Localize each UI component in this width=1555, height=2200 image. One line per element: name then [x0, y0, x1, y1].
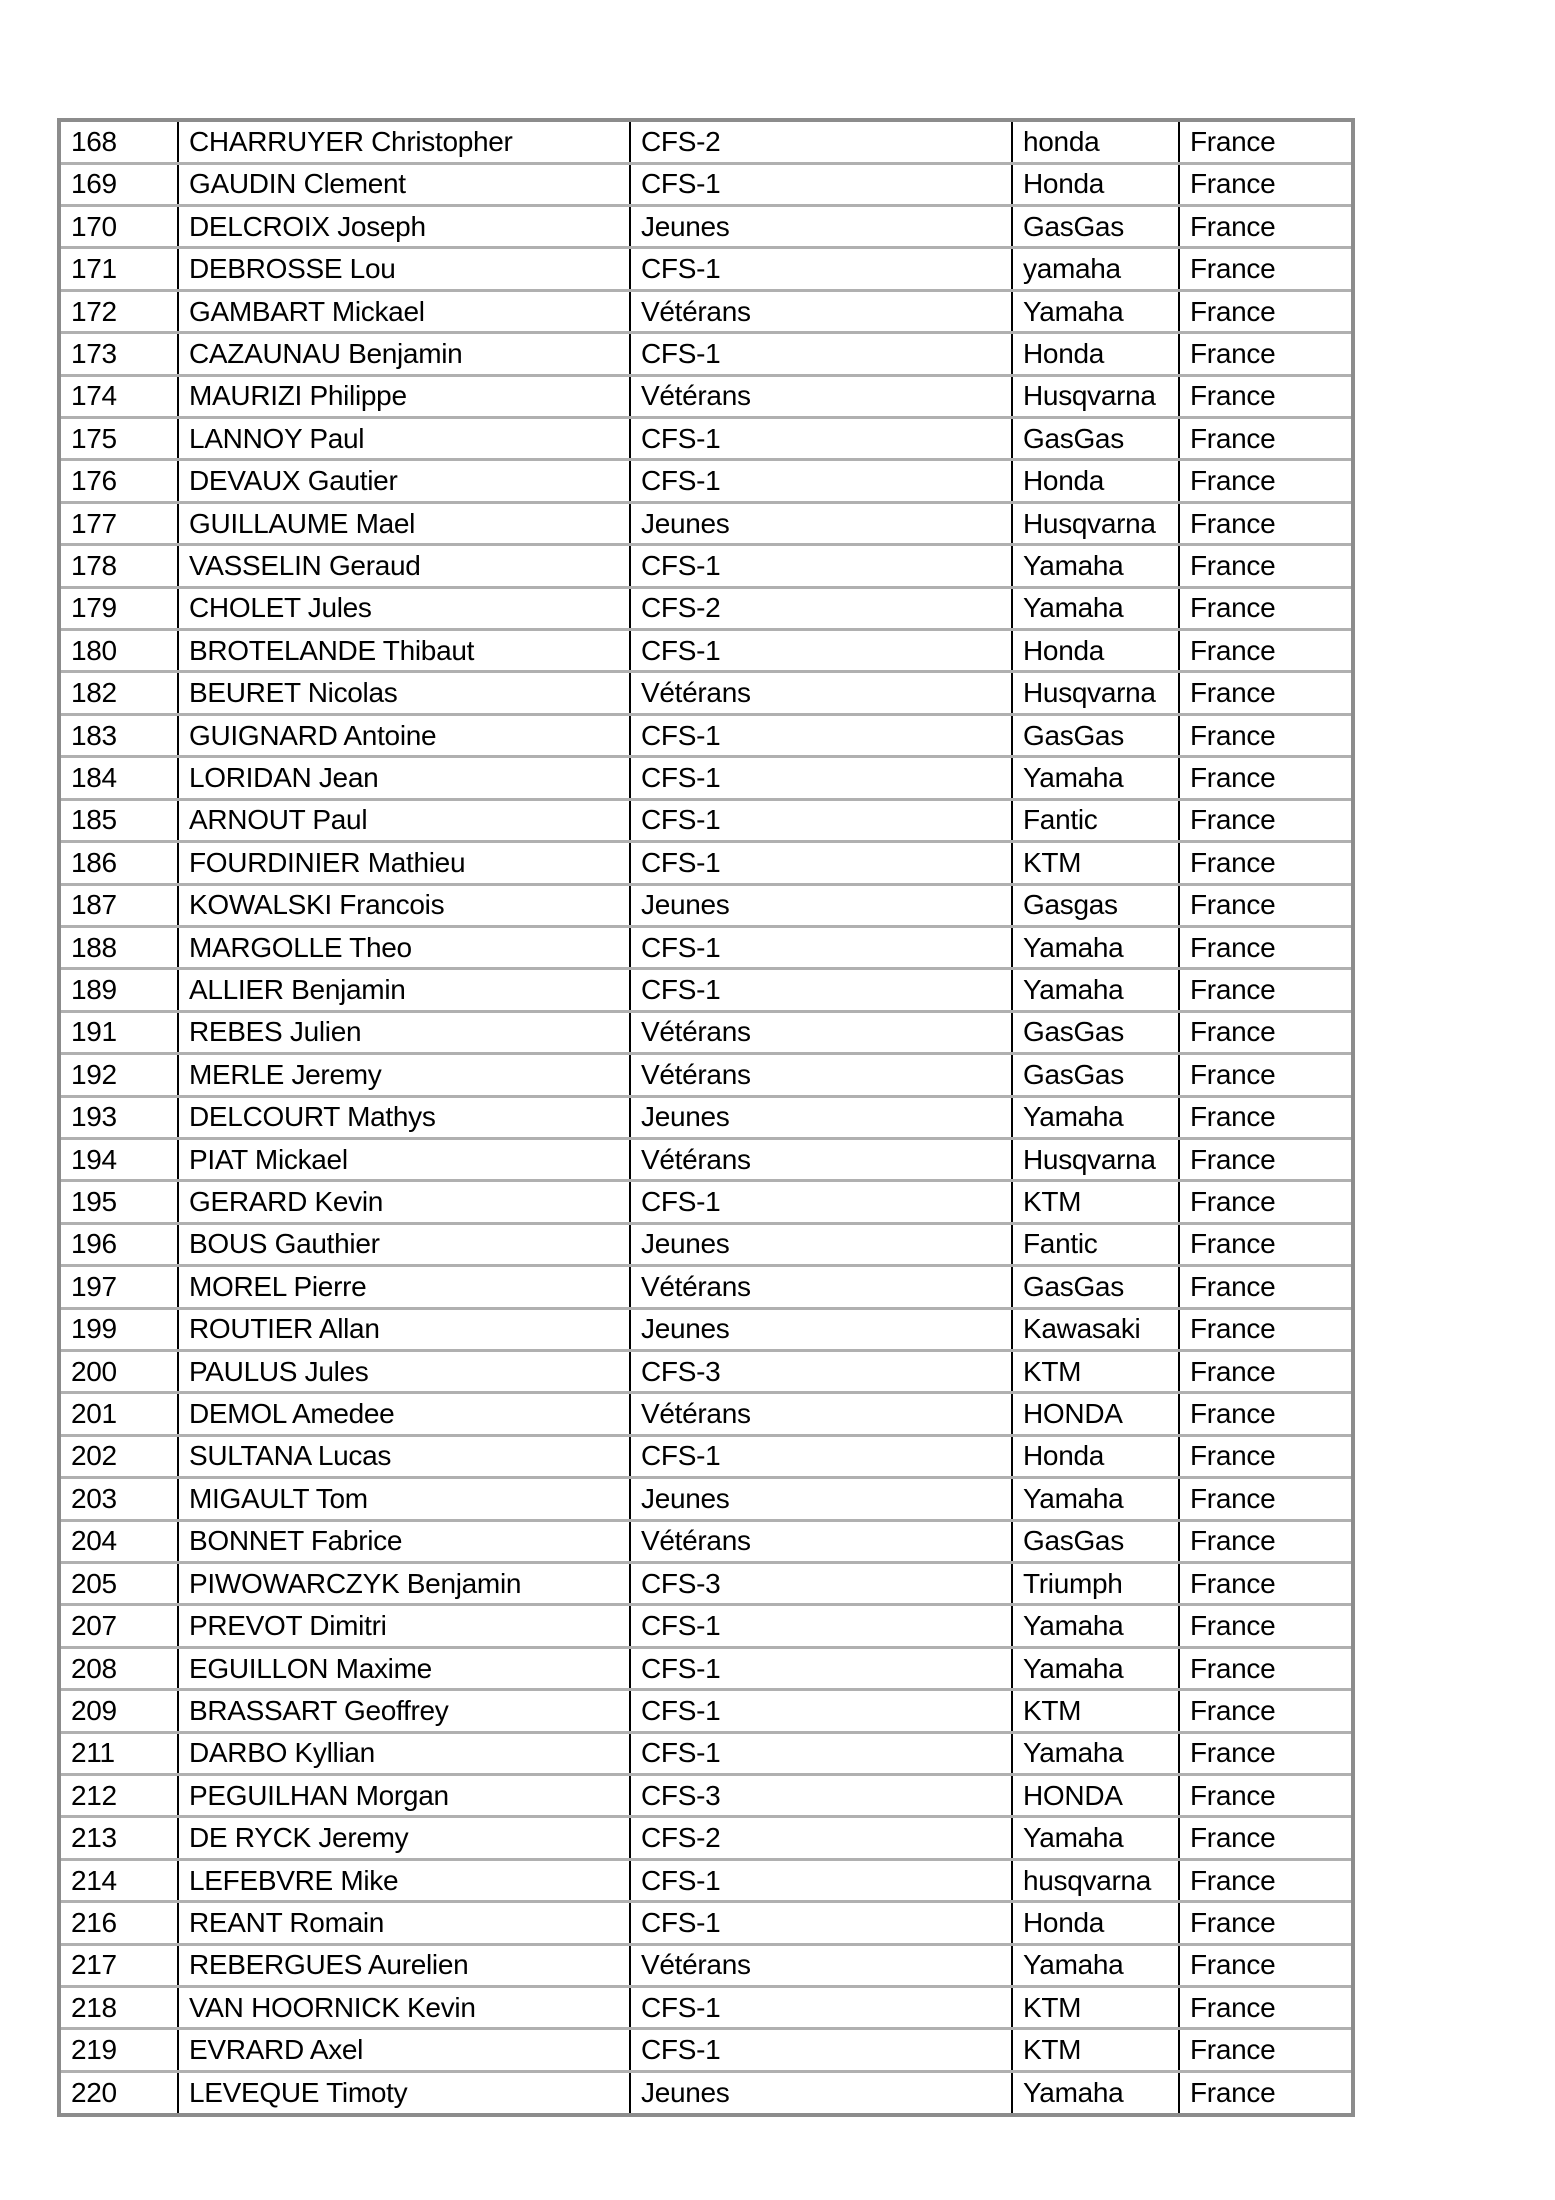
rider-number-cell: 175: [59, 418, 178, 460]
bike-brand-cell: Yamaha: [1012, 290, 1179, 332]
rider-name-cell: GERARD Kevin: [178, 1181, 630, 1223]
bike-brand-cell: GasGas: [1012, 1266, 1179, 1308]
country-cell: France: [1179, 1350, 1353, 1392]
rider-number-cell: 176: [59, 460, 178, 502]
table-row: [59, 672, 1353, 714]
country-cell: France: [1179, 1096, 1353, 1138]
table-row: [59, 1350, 1353, 1392]
bike-brand-cell: Gasgas: [1012, 884, 1179, 926]
rider-name-cell: BEURET Nicolas: [178, 672, 630, 714]
rider-name-cell: VAN HOORNICK Kevin: [178, 1987, 630, 2029]
country-cell: France: [1179, 2071, 1353, 2115]
rider-name-cell: MARGOLLE Theo: [178, 926, 630, 968]
entry-table-body: [59, 120, 1353, 2115]
bike-brand-cell: Yamaha: [1012, 1817, 1179, 1859]
table-row: [59, 1478, 1353, 1520]
bike-brand-cell: Husqvarna: [1012, 1138, 1179, 1180]
rider-name-cell: VASSELIN Geraud: [178, 545, 630, 587]
rider-name-cell: BROTELANDE Thibaut: [178, 630, 630, 672]
table-row: [59, 1393, 1353, 1435]
bike-brand-cell: HONDA: [1012, 1393, 1179, 1435]
bike-brand-cell: Yamaha: [1012, 1732, 1179, 1774]
country-cell: France: [1179, 163, 1353, 205]
category-cell: Jeunes: [630, 1478, 1012, 1520]
country-cell: France: [1179, 1435, 1353, 1477]
category-cell: CFS-1: [630, 1690, 1012, 1732]
rider-number-cell: 200: [59, 1350, 178, 1392]
country-cell: France: [1179, 1520, 1353, 1562]
table-row: [59, 1096, 1353, 1138]
country-cell: France: [1179, 1266, 1353, 1308]
rider-number-cell: 205: [59, 1563, 178, 1605]
rider-name-cell: REANT Romain: [178, 1902, 630, 1944]
rider-name-cell: MERLE Jeremy: [178, 1054, 630, 1096]
rider-number-cell: 199: [59, 1308, 178, 1350]
rider-name-cell: REBES Julien: [178, 1011, 630, 1053]
category-cell: CFS-1: [630, 163, 1012, 205]
bike-brand-cell: GasGas: [1012, 418, 1179, 460]
country-cell: France: [1179, 1605, 1353, 1647]
bike-brand-cell: Triumph: [1012, 1563, 1179, 1605]
country-cell: France: [1179, 120, 1353, 163]
category-cell: CFS-1: [630, 333, 1012, 375]
rider-number-cell: 217: [59, 1944, 178, 1986]
rider-name-cell: PREVOT Dimitri: [178, 1605, 630, 1647]
bike-brand-cell: KTM: [1012, 1987, 1179, 2029]
category-cell: Vétérans: [630, 1520, 1012, 1562]
bike-brand-cell: GasGas: [1012, 206, 1179, 248]
bike-brand-cell: Honda: [1012, 630, 1179, 672]
country-cell: France: [1179, 969, 1353, 1011]
country-cell: France: [1179, 714, 1353, 756]
table-row: [59, 1859, 1353, 1901]
country-cell: France: [1179, 672, 1353, 714]
bike-brand-cell: Honda: [1012, 163, 1179, 205]
rider-number-cell: 211: [59, 1732, 178, 1774]
rider-number-cell: 169: [59, 163, 178, 205]
rider-name-cell: BRASSART Geoffrey: [178, 1690, 630, 1732]
category-cell: CFS-1: [630, 1902, 1012, 1944]
entry-list-table: [57, 118, 1355, 2117]
rider-name-cell: DELCOURT Mathys: [178, 1096, 630, 1138]
bike-brand-cell: honda: [1012, 120, 1179, 163]
country-cell: France: [1179, 1859, 1353, 1901]
category-cell: CFS-3: [630, 1350, 1012, 1392]
rider-name-cell: MAURIZI Philippe: [178, 375, 630, 417]
category-cell: Vétérans: [630, 1393, 1012, 1435]
bike-brand-cell: KTM: [1012, 1181, 1179, 1223]
rider-name-cell: CAZAUNAU Benjamin: [178, 333, 630, 375]
country-cell: France: [1179, 1011, 1353, 1053]
rider-name-cell: CHOLET Jules: [178, 587, 630, 629]
rider-name-cell: LORIDAN Jean: [178, 757, 630, 799]
bike-brand-cell: Yamaha: [1012, 545, 1179, 587]
table-row: [59, 1605, 1353, 1647]
category-cell: CFS-1: [630, 757, 1012, 799]
country-cell: France: [1179, 926, 1353, 968]
table-row: [59, 248, 1353, 290]
bike-brand-cell: husqvarna: [1012, 1859, 1179, 1901]
table-row: [59, 1308, 1353, 1350]
rider-name-cell: DEMOL Amedee: [178, 1393, 630, 1435]
rider-number-cell: 202: [59, 1435, 178, 1477]
table-row: [59, 460, 1353, 502]
category-cell: CFS-1: [630, 842, 1012, 884]
category-cell: CFS-1: [630, 418, 1012, 460]
rider-number-cell: 220: [59, 2071, 178, 2115]
rider-number-cell: 192: [59, 1054, 178, 1096]
category-cell: Vétérans: [630, 375, 1012, 417]
country-cell: France: [1179, 587, 1353, 629]
country-cell: France: [1179, 1308, 1353, 1350]
table-row: [59, 2029, 1353, 2071]
category-cell: CFS-1: [630, 1181, 1012, 1223]
bike-brand-cell: Husqvarna: [1012, 502, 1179, 544]
bike-brand-cell: GasGas: [1012, 1011, 1179, 1053]
category-cell: Jeunes: [630, 1096, 1012, 1138]
rider-name-cell: GAMBART Mickael: [178, 290, 630, 332]
category-cell: CFS-1: [630, 1435, 1012, 1477]
category-cell: CFS-2: [630, 587, 1012, 629]
category-cell: CFS-1: [630, 545, 1012, 587]
table-row: [59, 1987, 1353, 2029]
table-row: [59, 969, 1353, 1011]
country-cell: France: [1179, 842, 1353, 884]
rider-number-cell: 216: [59, 1902, 178, 1944]
rider-number-cell: 213: [59, 1817, 178, 1859]
rider-number-cell: 178: [59, 545, 178, 587]
rider-number-cell: 197: [59, 1266, 178, 1308]
rider-name-cell: PIAT Mickael: [178, 1138, 630, 1180]
bike-brand-cell: Honda: [1012, 1435, 1179, 1477]
country-cell: France: [1179, 1775, 1353, 1817]
table-row: [59, 1563, 1353, 1605]
country-cell: France: [1179, 1393, 1353, 1435]
rider-number-cell: 193: [59, 1096, 178, 1138]
category-cell: CFS-2: [630, 1817, 1012, 1859]
table-row: [59, 1054, 1353, 1096]
bike-brand-cell: Yamaha: [1012, 1647, 1179, 1689]
table-row: [59, 926, 1353, 968]
category-cell: Jeunes: [630, 206, 1012, 248]
category-cell: Vétérans: [630, 1011, 1012, 1053]
rider-number-cell: 208: [59, 1647, 178, 1689]
table-row: [59, 206, 1353, 248]
country-cell: France: [1179, 1647, 1353, 1689]
table-row: [59, 1647, 1353, 1689]
country-cell: France: [1179, 1138, 1353, 1180]
bike-brand-cell: Yamaha: [1012, 757, 1179, 799]
table-row: [59, 757, 1353, 799]
category-cell: CFS-1: [630, 1605, 1012, 1647]
rider-number-cell: 172: [59, 290, 178, 332]
category-cell: CFS-1: [630, 630, 1012, 672]
table-row: [59, 714, 1353, 756]
table-row: [59, 545, 1353, 587]
country-cell: France: [1179, 418, 1353, 460]
rider-number-cell: 185: [59, 799, 178, 841]
bike-brand-cell: KTM: [1012, 2029, 1179, 2071]
country-cell: France: [1179, 630, 1353, 672]
country-cell: France: [1179, 1944, 1353, 1986]
rider-name-cell: KOWALSKI Francois: [178, 884, 630, 926]
category-cell: Vétérans: [630, 290, 1012, 332]
category-cell: CFS-1: [630, 460, 1012, 502]
country-cell: France: [1179, 1478, 1353, 1520]
category-cell: CFS-1: [630, 1987, 1012, 2029]
table-row: [59, 1138, 1353, 1180]
table-row: [59, 1817, 1353, 1859]
category-cell: Jeunes: [630, 2071, 1012, 2115]
country-cell: France: [1179, 1902, 1353, 1944]
rider-number-cell: 179: [59, 587, 178, 629]
table-row: [59, 163, 1353, 205]
table-row: [59, 1775, 1353, 1817]
rider-name-cell: SULTANA Lucas: [178, 1435, 630, 1477]
bike-brand-cell: Honda: [1012, 460, 1179, 502]
rider-name-cell: DARBO Kyllian: [178, 1732, 630, 1774]
rider-name-cell: PAULUS Jules: [178, 1350, 630, 1392]
rider-number-cell: 177: [59, 502, 178, 544]
category-cell: CFS-3: [630, 1775, 1012, 1817]
rider-name-cell: BONNET Fabrice: [178, 1520, 630, 1562]
rider-number-cell: 219: [59, 2029, 178, 2071]
rider-number-cell: 173: [59, 333, 178, 375]
rider-name-cell: FOURDINIER Mathieu: [178, 842, 630, 884]
bike-brand-cell: Yamaha: [1012, 1944, 1179, 1986]
bike-brand-cell: Yamaha: [1012, 1478, 1179, 1520]
bike-brand-cell: HONDA: [1012, 1775, 1179, 1817]
rider-number-cell: 188: [59, 926, 178, 968]
rider-name-cell: MOREL Pierre: [178, 1266, 630, 1308]
rider-name-cell: GUIGNARD Antoine: [178, 714, 630, 756]
category-cell: CFS-1: [630, 799, 1012, 841]
category-cell: Jeunes: [630, 502, 1012, 544]
rider-name-cell: LEVEQUE Timoty: [178, 2071, 630, 2115]
bike-brand-cell: Yamaha: [1012, 969, 1179, 1011]
table-row: [59, 1223, 1353, 1265]
country-cell: France: [1179, 545, 1353, 587]
table-row: [59, 884, 1353, 926]
rider-name-cell: ALLIER Benjamin: [178, 969, 630, 1011]
category-cell: CFS-3: [630, 1563, 1012, 1605]
table-row: [59, 1902, 1353, 1944]
rider-name-cell: REBERGUES Aurelien: [178, 1944, 630, 1986]
rider-number-cell: 194: [59, 1138, 178, 1180]
rider-name-cell: GUILLAUME Mael: [178, 502, 630, 544]
bike-brand-cell: KTM: [1012, 1350, 1179, 1392]
table-row: [59, 1011, 1353, 1053]
country-cell: France: [1179, 1181, 1353, 1223]
category-cell: CFS-1: [630, 1859, 1012, 1901]
table-row: [59, 502, 1353, 544]
rider-name-cell: GAUDIN Clement: [178, 163, 630, 205]
rider-number-cell: 212: [59, 1775, 178, 1817]
bike-brand-cell: KTM: [1012, 842, 1179, 884]
rider-number-cell: 196: [59, 1223, 178, 1265]
country-cell: France: [1179, 1987, 1353, 2029]
country-cell: France: [1179, 2029, 1353, 2071]
table-row: [59, 842, 1353, 884]
table-row: [59, 799, 1353, 841]
rider-number-cell: 168: [59, 120, 178, 163]
category-cell: CFS-1: [630, 1732, 1012, 1774]
table-row: [59, 587, 1353, 629]
rider-number-cell: 218: [59, 1987, 178, 2029]
rider-name-cell: BOUS Gauthier: [178, 1223, 630, 1265]
bike-brand-cell: Yamaha: [1012, 1096, 1179, 1138]
country-cell: France: [1179, 884, 1353, 926]
rider-number-cell: 174: [59, 375, 178, 417]
bike-brand-cell: KTM: [1012, 1690, 1179, 1732]
rider-number-cell: 204: [59, 1520, 178, 1562]
rider-number-cell: 187: [59, 884, 178, 926]
category-cell: Jeunes: [630, 1223, 1012, 1265]
rider-name-cell: DELCROIX Joseph: [178, 206, 630, 248]
table-row: [59, 630, 1353, 672]
bike-brand-cell: Yamaha: [1012, 587, 1179, 629]
table-row: [59, 1181, 1353, 1223]
country-cell: France: [1179, 502, 1353, 544]
country-cell: France: [1179, 1223, 1353, 1265]
table-row: [59, 1690, 1353, 1732]
category-cell: Vétérans: [630, 672, 1012, 714]
rider-name-cell: ARNOUT Paul: [178, 799, 630, 841]
category-cell: Vétérans: [630, 1944, 1012, 1986]
bike-brand-cell: GasGas: [1012, 714, 1179, 756]
bike-brand-cell: Husqvarna: [1012, 672, 1179, 714]
bike-brand-cell: Kawasaki: [1012, 1308, 1179, 1350]
rider-number-cell: 189: [59, 969, 178, 1011]
country-cell: France: [1179, 333, 1353, 375]
rider-number-cell: 186: [59, 842, 178, 884]
rider-number-cell: 182: [59, 672, 178, 714]
rider-number-cell: 207: [59, 1605, 178, 1647]
rider-name-cell: DEVAUX Gautier: [178, 460, 630, 502]
rider-name-cell: MIGAULT Tom: [178, 1478, 630, 1520]
bike-brand-cell: Yamaha: [1012, 1605, 1179, 1647]
rider-number-cell: 170: [59, 206, 178, 248]
country-cell: France: [1179, 248, 1353, 290]
rider-name-cell: PIWOWARCZYK Benjamin: [178, 1563, 630, 1605]
bike-brand-cell: Yamaha: [1012, 926, 1179, 968]
rider-number-cell: 201: [59, 1393, 178, 1435]
country-cell: France: [1179, 1817, 1353, 1859]
bike-brand-cell: Honda: [1012, 1902, 1179, 1944]
rider-name-cell: DE RYCK Jeremy: [178, 1817, 630, 1859]
category-cell: CFS-2: [630, 120, 1012, 163]
bike-brand-cell: GasGas: [1012, 1520, 1179, 1562]
rider-name-cell: EGUILLON Maxime: [178, 1647, 630, 1689]
country-cell: France: [1179, 757, 1353, 799]
country-cell: France: [1179, 1563, 1353, 1605]
rider-name-cell: ROUTIER Allan: [178, 1308, 630, 1350]
bike-brand-cell: yamaha: [1012, 248, 1179, 290]
rider-number-cell: 214: [59, 1859, 178, 1901]
rider-name-cell: LANNOY Paul: [178, 418, 630, 460]
bike-brand-cell: Husqvarna: [1012, 375, 1179, 417]
category-cell: Vétérans: [630, 1266, 1012, 1308]
rider-number-cell: 195: [59, 1181, 178, 1223]
country-cell: France: [1179, 290, 1353, 332]
rider-name-cell: EVRARD Axel: [178, 2029, 630, 2071]
table-row: [59, 1435, 1353, 1477]
rider-number-cell: 191: [59, 1011, 178, 1053]
table-row: [59, 1520, 1353, 1562]
rider-number-cell: 183: [59, 714, 178, 756]
category-cell: CFS-1: [630, 926, 1012, 968]
table-row: [59, 120, 1353, 163]
category-cell: CFS-1: [630, 969, 1012, 1011]
category-cell: CFS-1: [630, 1647, 1012, 1689]
category-cell: Jeunes: [630, 884, 1012, 926]
rider-number-cell: 180: [59, 630, 178, 672]
table-row: [59, 1266, 1353, 1308]
category-cell: Vétérans: [630, 1054, 1012, 1096]
table-row: [59, 333, 1353, 375]
rider-name-cell: CHARRUYER Christopher: [178, 120, 630, 163]
country-cell: France: [1179, 375, 1353, 417]
table-row: [59, 1732, 1353, 1774]
bike-brand-cell: Fantic: [1012, 799, 1179, 841]
table-row: [59, 2071, 1353, 2115]
bike-brand-cell: Fantic: [1012, 1223, 1179, 1265]
category-cell: Jeunes: [630, 1308, 1012, 1350]
category-cell: CFS-1: [630, 248, 1012, 290]
rider-number-cell: 184: [59, 757, 178, 799]
country-cell: France: [1179, 1054, 1353, 1096]
rider-number-cell: 171: [59, 248, 178, 290]
category-cell: Vétérans: [630, 1138, 1012, 1180]
country-cell: France: [1179, 799, 1353, 841]
table-row: [59, 1944, 1353, 1986]
country-cell: France: [1179, 1690, 1353, 1732]
rider-number-cell: 203: [59, 1478, 178, 1520]
category-cell: CFS-1: [630, 714, 1012, 756]
rider-number-cell: 209: [59, 1690, 178, 1732]
bike-brand-cell: Honda: [1012, 333, 1179, 375]
country-cell: France: [1179, 460, 1353, 502]
rider-name-cell: DEBROSSE Lou: [178, 248, 630, 290]
bike-brand-cell: GasGas: [1012, 1054, 1179, 1096]
category-cell: CFS-1: [630, 2029, 1012, 2071]
rider-name-cell: LEFEBVRE Mike: [178, 1859, 630, 1901]
bike-brand-cell: Yamaha: [1012, 2071, 1179, 2115]
table-row: [59, 418, 1353, 460]
rider-name-cell: PEGUILHAN Morgan: [178, 1775, 630, 1817]
country-cell: France: [1179, 1732, 1353, 1774]
table-row: [59, 290, 1353, 332]
country-cell: France: [1179, 206, 1353, 248]
table-row: [59, 375, 1353, 417]
